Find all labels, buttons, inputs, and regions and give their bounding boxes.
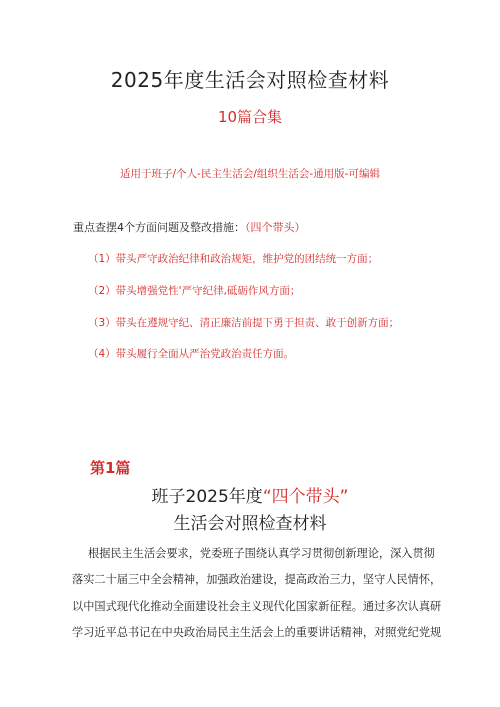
list-item: （2）带头增强党性'严守纪律,砥砺作风方面； [88, 285, 301, 297]
intro-line [73, 219, 306, 235]
article-title-prefix: 班子2025年度 [151, 487, 263, 507]
body-paragraph-line: 落实二十届三中全会精神，加强政治建设，提高政治三力，坚守人民情怀， [72, 573, 442, 586]
document-subtitle: 10篇合集 [217, 108, 283, 126]
body-paragraph-line: 以中国式现代化推动全面建设社会主义现代化国家新征程。通过多次认真研 [72, 600, 442, 613]
list-item: （4）带头履行全面从严治党政治责任方面。 [88, 348, 295, 360]
article-number: 第1篇 [90, 459, 131, 477]
intro-label: 重点查摆4个方面问题及整改措施： [73, 221, 245, 234]
body-paragraph-line: 根据民主生活会要求，党委班子围绕认真学习贯彻创新理论，深入贯彻 [88, 547, 435, 560]
article-title-line-2: 生活会对照检查材料 [173, 514, 327, 534]
document-title: 2025年度生活会对照检查材料 [110, 68, 390, 92]
list-item: （3）带头在遵规守纪、清正廉洁前提下勇于担责、敢于创新方面； [88, 317, 400, 329]
list-item: （1）带头严守政治纪律和政治规矩，维护党的团结统一方面； [88, 253, 379, 265]
article-title-line-1 [0, 482, 500, 507]
intro-highlight: （四个带头） [245, 221, 306, 234]
article-title-quote: “四个带头” [262, 487, 349, 507]
body-paragraph-line: 学习近平总书记在中央政治局民主生活会上的重要讲话精神，对照党纪党规 [72, 626, 442, 639]
applicability-note: 适用于班子/个人-民主生活会/组织生活会-通用版-可编辑 [120, 168, 380, 180]
